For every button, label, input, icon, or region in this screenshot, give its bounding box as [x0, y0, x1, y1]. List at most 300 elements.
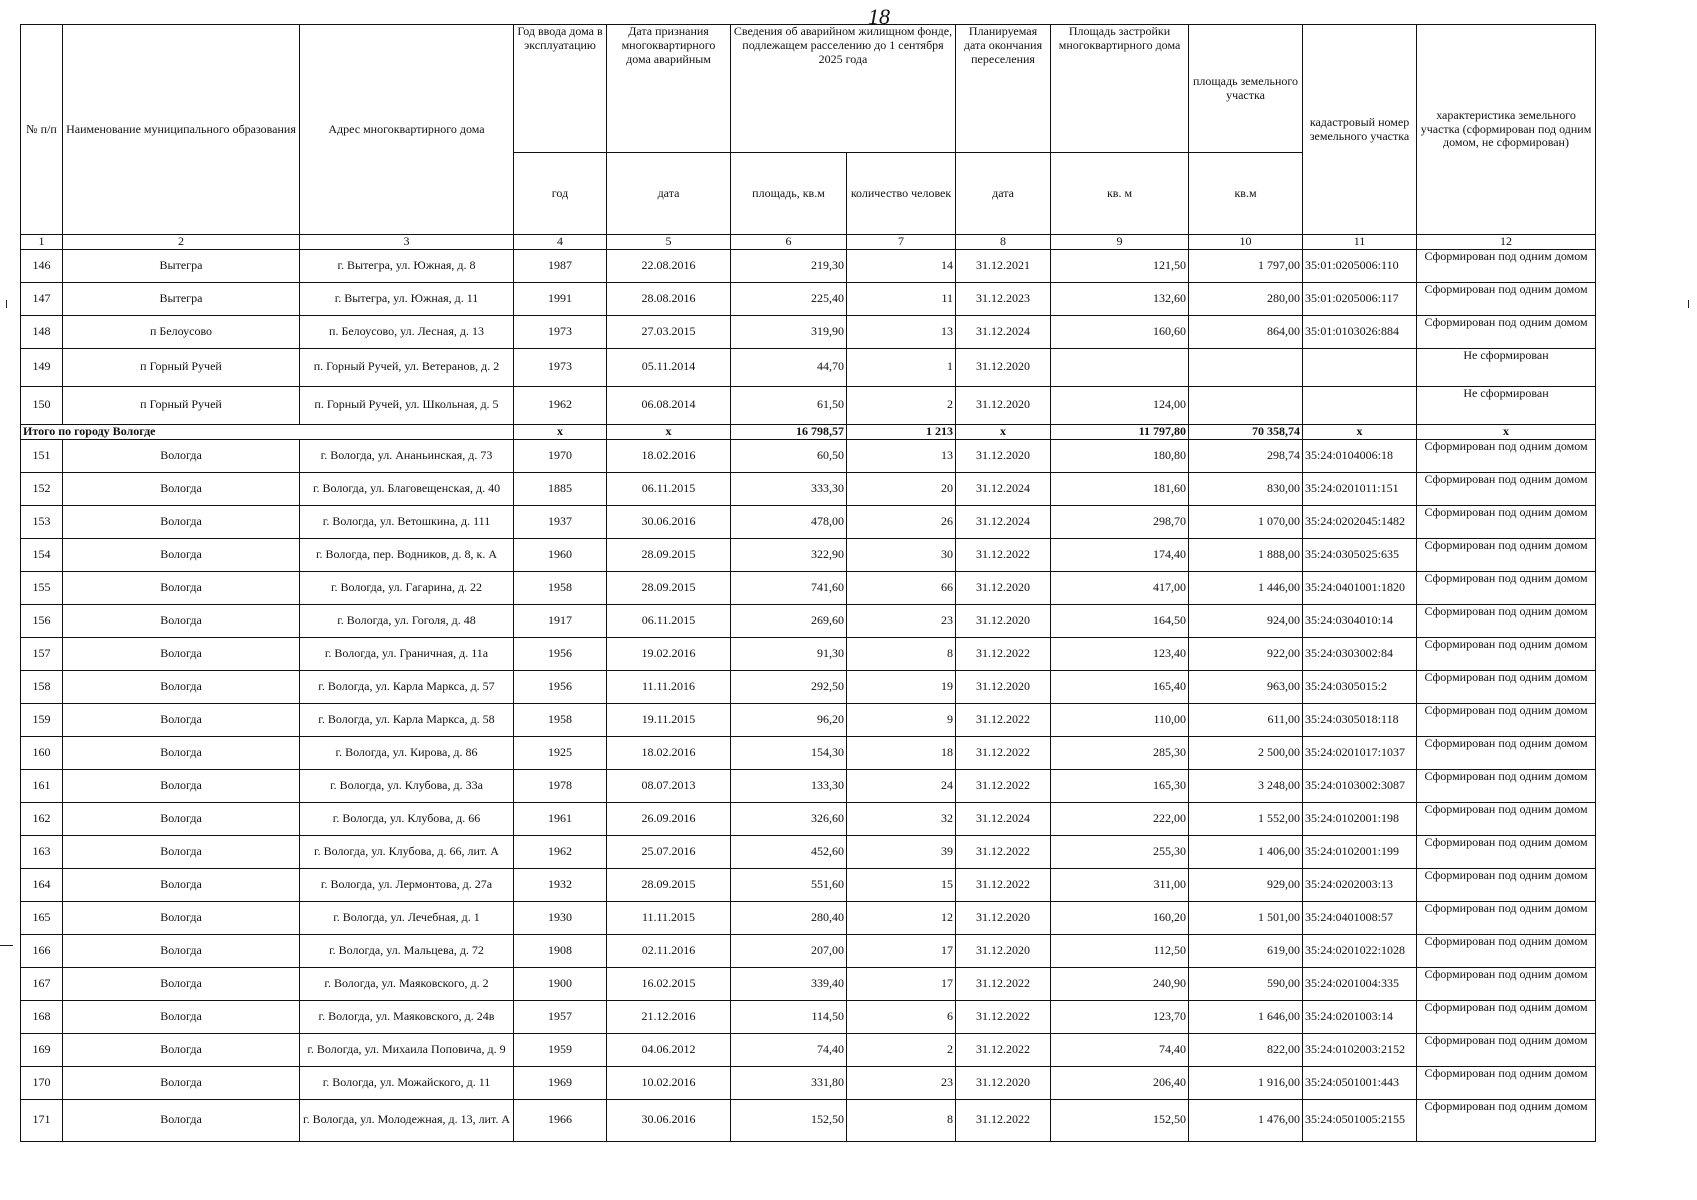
land-char-cell: Сформирован под одним домом	[1417, 637, 1596, 670]
land-area-cell: 611,00	[1189, 703, 1303, 736]
subheader-date2: дата	[956, 153, 1051, 235]
land-char-cell: Не сформирован	[1417, 386, 1596, 424]
planned-end-cell: 31.12.2022	[956, 637, 1051, 670]
address-cell: г. Вологда, ул. Ветошкина, д. 111	[300, 505, 514, 538]
table-row	[21, 901, 1596, 934]
table-row	[21, 1033, 1596, 1066]
area-cell: 96,20	[731, 703, 847, 736]
people-cell: 17	[847, 934, 956, 967]
land-area-cell	[1189, 386, 1303, 424]
land-char-cell: Сформирован под одним домом	[1417, 1033, 1596, 1066]
planned-end-cell: 31.12.2020	[956, 934, 1051, 967]
column-number: 11	[1303, 235, 1417, 250]
year-cell: 1961	[514, 802, 607, 835]
area-cell: 154,30	[731, 736, 847, 769]
row-number: 157	[21, 637, 63, 670]
building-area-cell: 164,50	[1051, 604, 1189, 637]
building-area-cell: 160,60	[1051, 315, 1189, 348]
municipality-cell: Вологда	[63, 1000, 300, 1033]
date-cell: 19.11.2015	[607, 703, 731, 736]
margin-mark	[0, 945, 13, 946]
area-cell: 207,00	[731, 934, 847, 967]
planned-end-cell: 31.12.2022	[956, 835, 1051, 868]
land-area-cell: 298,74	[1189, 439, 1303, 472]
planned-end-cell: 31.12.2022	[956, 1033, 1051, 1066]
municipality-cell: Вытегра	[63, 249, 300, 282]
cadastral-cell: 35:24:0201022:1028	[1303, 934, 1417, 967]
column-number: 9	[1051, 235, 1189, 250]
planned-end-cell: 31.12.2020	[956, 604, 1051, 637]
table-row	[21, 604, 1596, 637]
date-cell: 06.08.2014	[607, 386, 731, 424]
planned-end-cell: 31.12.2020	[956, 348, 1051, 386]
land-area-cell: 1 888,00	[1189, 538, 1303, 571]
people-cell: 2	[847, 386, 956, 424]
people-cell: 12	[847, 901, 956, 934]
table-row	[21, 1066, 1596, 1099]
building-area-cell: 123,70	[1051, 1000, 1189, 1033]
municipality-cell: Вытегра	[63, 282, 300, 315]
subheader-people: количество человек	[847, 153, 956, 235]
total-date: х	[607, 424, 731, 439]
row-number: 163	[21, 835, 63, 868]
row-number: 167	[21, 967, 63, 1000]
people-cell: 13	[847, 315, 956, 348]
column-number: 1	[21, 235, 63, 250]
planned-end-cell: 31.12.2020	[956, 386, 1051, 424]
building-area-cell: 206,40	[1051, 1066, 1189, 1099]
people-cell: 6	[847, 1000, 956, 1033]
total-area: 16 798,57	[731, 424, 847, 439]
total-building-area: 11 797,80	[1051, 424, 1189, 439]
planned-end-cell: 31.12.2024	[956, 802, 1051, 835]
planned-end-cell: 31.12.2024	[956, 505, 1051, 538]
date-cell: 30.06.2016	[607, 505, 731, 538]
table-row	[21, 538, 1596, 571]
building-area-cell: 222,00	[1051, 802, 1189, 835]
address-cell: г. Вологда, ул. Маяковского, д. 2	[300, 967, 514, 1000]
municipality-cell: Вологда	[63, 670, 300, 703]
table-row	[21, 348, 1596, 386]
land-area-cell: 3 248,00	[1189, 769, 1303, 802]
municipality-cell: Вологда	[63, 1033, 300, 1066]
total-cadastral: х	[1303, 424, 1417, 439]
date-cell: 10.02.2016	[607, 1066, 731, 1099]
land-char-cell: Сформирован под одним домом	[1417, 835, 1596, 868]
area-cell: 152,50	[731, 1099, 847, 1141]
building-area-cell: 132,60	[1051, 282, 1189, 315]
row-number: 150	[21, 386, 63, 424]
building-area-cell: 110,00	[1051, 703, 1189, 736]
year-cell: 1969	[514, 1066, 607, 1099]
land-area-cell: 922,00	[1189, 637, 1303, 670]
cadastral-cell: 35:01:0205006:110	[1303, 249, 1417, 282]
table-row	[21, 315, 1596, 348]
table-body	[21, 249, 1596, 1141]
land-char-cell: Сформирован под одним домом	[1417, 439, 1596, 472]
municipality-cell: п Горный Ручей	[63, 386, 300, 424]
land-area-cell: 864,00	[1189, 315, 1303, 348]
address-cell: г. Вологда, ул. Граничная, д. 11а	[300, 637, 514, 670]
year-cell: 1959	[514, 1033, 607, 1066]
margin-mark	[6, 300, 7, 308]
municipality-cell: Вологда	[63, 604, 300, 637]
area-cell: 452,60	[731, 835, 847, 868]
area-cell: 44,70	[731, 348, 847, 386]
address-cell: г. Вологда, ул. Лермонтова, д. 27а	[300, 868, 514, 901]
planned-end-cell: 31.12.2022	[956, 736, 1051, 769]
total-row	[21, 424, 1596, 439]
total-char: х	[1417, 424, 1596, 439]
table-row	[21, 802, 1596, 835]
column-number: 7	[847, 235, 956, 250]
address-cell: г. Вологда, ул. Кирова, д. 86	[300, 736, 514, 769]
cadastral-cell: 35:24:0501005:2155	[1303, 1099, 1417, 1141]
year-cell: 1925	[514, 736, 607, 769]
people-cell: 15	[847, 868, 956, 901]
address-cell: г. Вологда, ул. Маяковского, д. 24в	[300, 1000, 514, 1033]
row-number: 159	[21, 703, 63, 736]
building-area-cell: 124,00	[1051, 386, 1189, 424]
year-cell: 1885	[514, 472, 607, 505]
area-cell: 60,50	[731, 439, 847, 472]
people-cell: 39	[847, 835, 956, 868]
people-cell: 18	[847, 736, 956, 769]
address-cell: г. Вологда, пер. Водников, д. 8, к. А	[300, 538, 514, 571]
address-cell: г. Вологда, ул. Молодежная, д. 13, лит. А	[300, 1099, 514, 1141]
municipality-cell: Вологда	[63, 538, 300, 571]
land-char-cell: Сформирован под одним домом	[1417, 802, 1596, 835]
date-cell: 25.07.2016	[607, 835, 731, 868]
land-area-cell: 1 070,00	[1189, 505, 1303, 538]
table-row	[21, 835, 1596, 868]
people-cell: 2	[847, 1033, 956, 1066]
cadastral-cell: 35:24:0102003:2152	[1303, 1033, 1417, 1066]
municipality-cell: п Белоусово	[63, 315, 300, 348]
municipality-cell: Вологда	[63, 703, 300, 736]
column-number: 10	[1189, 235, 1303, 250]
row-number: 162	[21, 802, 63, 835]
people-cell: 26	[847, 505, 956, 538]
building-area-cell: 165,30	[1051, 769, 1189, 802]
land-char-cell: Сформирован под одним домом	[1417, 472, 1596, 505]
planned-end-cell: 31.12.2022	[956, 703, 1051, 736]
people-cell: 20	[847, 472, 956, 505]
date-cell: 18.02.2016	[607, 439, 731, 472]
header-municipality: Наименование муниципального образования	[63, 25, 300, 235]
row-number: 149	[21, 348, 63, 386]
area-cell: 319,90	[731, 315, 847, 348]
land-char-cell: Сформирован под одним домом	[1417, 315, 1596, 348]
area-cell: 326,60	[731, 802, 847, 835]
building-area-cell: 160,20	[1051, 901, 1189, 934]
land-char-cell: Сформирован под одним домом	[1417, 538, 1596, 571]
building-area-cell: 180,80	[1051, 439, 1189, 472]
address-cell: г. Вологда, ул. Карла Маркса, д. 57	[300, 670, 514, 703]
date-cell: 05.11.2014	[607, 348, 731, 386]
date-cell: 21.12.2016	[607, 1000, 731, 1033]
address-cell: г. Вологда, ул. Гоголя, д. 48	[300, 604, 514, 637]
land-char-cell: Не сформирован	[1417, 348, 1596, 386]
planned-end-cell: 31.12.2022	[956, 1000, 1051, 1033]
column-number-row	[21, 235, 1596, 250]
address-cell: г. Вологда, ул. Лечебная, д. 1	[300, 901, 514, 934]
area-cell: 741,60	[731, 571, 847, 604]
cadastral-cell: 35:24:0305025:635	[1303, 538, 1417, 571]
planned-end-cell: 31.12.2022	[956, 1099, 1051, 1141]
people-cell: 23	[847, 604, 956, 637]
building-area-cell: 285,30	[1051, 736, 1189, 769]
table-row	[21, 472, 1596, 505]
row-number: 147	[21, 282, 63, 315]
municipality-cell: Вологда	[63, 868, 300, 901]
building-area-cell: 112,50	[1051, 934, 1189, 967]
people-cell: 1	[847, 348, 956, 386]
column-number: 4	[514, 235, 607, 250]
subheader-sqm: кв. м	[1051, 153, 1189, 235]
municipality-cell: Вологда	[63, 736, 300, 769]
area-cell: 339,40	[731, 967, 847, 1000]
header-land-char: характеристика земельного участка (сформирован под одним домом, не сформирован)	[1417, 25, 1596, 235]
land-char-cell: Сформирован под одним домом	[1417, 670, 1596, 703]
address-cell: г. Вологда, ул. Карла Маркса, д. 58	[300, 703, 514, 736]
housing-register-table	[20, 24, 1596, 1142]
subheader-date: дата	[607, 153, 731, 235]
cadastral-cell: 35:24:0303002:84	[1303, 637, 1417, 670]
planned-end-cell: 31.12.2022	[956, 967, 1051, 1000]
planned-end-cell: 31.12.2022	[956, 538, 1051, 571]
cadastral-cell: 35:24:0104006:18	[1303, 439, 1417, 472]
total-end: х	[956, 424, 1051, 439]
table-row	[21, 670, 1596, 703]
municipality-cell: Вологда	[63, 901, 300, 934]
address-cell: г. Вологда, ул. Благовещенская, д. 40	[300, 472, 514, 505]
area-cell: 133,30	[731, 769, 847, 802]
table-row	[21, 249, 1596, 282]
address-cell: г. Вытегра, ул. Южная, д. 8	[300, 249, 514, 282]
date-cell: 06.11.2015	[607, 604, 731, 637]
building-area-cell: 311,00	[1051, 868, 1189, 901]
cadastral-cell: 35:24:0401001:1820	[1303, 571, 1417, 604]
land-char-cell: Сформирован под одним домом	[1417, 868, 1596, 901]
margin-mark	[1688, 300, 1689, 308]
date-cell: 08.07.2013	[607, 769, 731, 802]
date-cell: 16.02.2015	[607, 967, 731, 1000]
municipality-cell: Вологда	[63, 769, 300, 802]
header-date-emergency: Дата признания многоквартирного дома аварийным	[607, 25, 731, 153]
address-cell: г. Вологда, ул. Мальцева, д. 72	[300, 934, 514, 967]
row-number: 154	[21, 538, 63, 571]
total-land-area: 70 358,74	[1189, 424, 1303, 439]
people-cell: 32	[847, 802, 956, 835]
land-area-cell	[1189, 348, 1303, 386]
cadastral-cell: 35:24:0401008:57	[1303, 901, 1417, 934]
subheader-year: год	[514, 153, 607, 235]
land-area-cell: 1 646,00	[1189, 1000, 1303, 1033]
building-area-cell: 74,40	[1051, 1033, 1189, 1066]
municipality-cell: Вологда	[63, 835, 300, 868]
people-cell: 14	[847, 249, 956, 282]
date-cell: 11.11.2016	[607, 670, 731, 703]
row-number: 161	[21, 769, 63, 802]
year-cell: 1962	[514, 835, 607, 868]
people-cell: 8	[847, 1099, 956, 1141]
land-char-cell: Сформирован под одним домом	[1417, 901, 1596, 934]
people-cell: 8	[847, 637, 956, 670]
land-char-cell: Сформирован под одним домом	[1417, 967, 1596, 1000]
column-number: 6	[731, 235, 847, 250]
year-cell: 1957	[514, 1000, 607, 1033]
people-cell: 23	[847, 1066, 956, 1099]
area-cell: 551,60	[731, 868, 847, 901]
column-number: 12	[1417, 235, 1596, 250]
land-char-cell: Сформирован под одним домом	[1417, 703, 1596, 736]
municipality-cell: Вологда	[63, 571, 300, 604]
land-area-cell: 1 797,00	[1189, 249, 1303, 282]
cadastral-cell: 35:24:0304010:14	[1303, 604, 1417, 637]
area-cell: 269,60	[731, 604, 847, 637]
table-row	[21, 703, 1596, 736]
land-char-cell: Сформирован под одним домом	[1417, 604, 1596, 637]
table-row	[21, 505, 1596, 538]
cadastral-cell: 35:24:0501001:443	[1303, 1066, 1417, 1099]
land-char-cell: Сформирован под одним домом	[1417, 769, 1596, 802]
year-cell: 1973	[514, 315, 607, 348]
municipality-cell: Вологда	[63, 505, 300, 538]
planned-end-cell: 31.12.2020	[956, 670, 1051, 703]
row-number: 171	[21, 1099, 63, 1141]
cadastral-cell: 35:24:0305018:118	[1303, 703, 1417, 736]
land-area-cell: 590,00	[1189, 967, 1303, 1000]
address-cell: п. Горный Ручей, ул. Школьная, д. 5	[300, 386, 514, 424]
cadastral-cell: 35:24:0102001:199	[1303, 835, 1417, 868]
year-cell: 1962	[514, 386, 607, 424]
municipality-cell: п Горный Ручей	[63, 348, 300, 386]
cadastral-cell: 35:01:0103026:884	[1303, 315, 1417, 348]
municipality-cell: Вологда	[63, 472, 300, 505]
year-cell: 1958	[514, 703, 607, 736]
table-row	[21, 736, 1596, 769]
cadastral-cell	[1303, 348, 1417, 386]
row-number: 148	[21, 315, 63, 348]
land-char-cell: Сформирован под одним домом	[1417, 505, 1596, 538]
building-area-cell: 417,00	[1051, 571, 1189, 604]
year-cell: 1908	[514, 934, 607, 967]
cadastral-cell: 35:24:0103002:3087	[1303, 769, 1417, 802]
address-cell: г. Вытегра, ул. Южная, д. 11	[300, 282, 514, 315]
row-number: 146	[21, 249, 63, 282]
planned-end-cell: 31.12.2023	[956, 282, 1051, 315]
building-area-cell: 174,40	[1051, 538, 1189, 571]
header-year: Год ввода дома в эксплуатацию	[514, 25, 607, 153]
date-cell: 28.08.2016	[607, 282, 731, 315]
header-address: Адрес многоквартирного дома	[300, 25, 514, 235]
land-area-cell: 1 446,00	[1189, 571, 1303, 604]
land-char-cell: Сформирован под одним домом	[1417, 1000, 1596, 1033]
row-number: 153	[21, 505, 63, 538]
area-cell: 91,30	[731, 637, 847, 670]
municipality-cell: Вологда	[63, 802, 300, 835]
row-number: 155	[21, 571, 63, 604]
planned-end-cell: 31.12.2024	[956, 472, 1051, 505]
total-year: х	[514, 424, 607, 439]
table-row	[21, 1000, 1596, 1033]
date-cell: 22.08.2016	[607, 249, 731, 282]
land-area-cell: 1 476,00	[1189, 1099, 1303, 1141]
date-cell: 28.09.2015	[607, 868, 731, 901]
building-area-cell: 240,90	[1051, 967, 1189, 1000]
year-cell: 1937	[514, 505, 607, 538]
address-cell: г. Вологда, ул. Клубова, д. 33а	[300, 769, 514, 802]
table-row	[21, 1099, 1596, 1141]
area-cell: 114,50	[731, 1000, 847, 1033]
date-cell: 28.09.2015	[607, 571, 731, 604]
row-number: 170	[21, 1066, 63, 1099]
subheader-sqm2: кв.м	[1189, 153, 1303, 235]
date-cell: 18.02.2016	[607, 736, 731, 769]
date-cell: 04.06.2012	[607, 1033, 731, 1066]
municipality-cell: Вологда	[63, 637, 300, 670]
land-char-cell: Сформирован под одним домом	[1417, 934, 1596, 967]
table-row	[21, 967, 1596, 1000]
table-row	[21, 571, 1596, 604]
building-area-cell: 255,30	[1051, 835, 1189, 868]
total-label: Итого по городу Вологде	[21, 424, 514, 439]
date-cell: 27.03.2015	[607, 315, 731, 348]
table-row	[21, 637, 1596, 670]
land-area-cell: 1 552,00	[1189, 802, 1303, 835]
cadastral-cell: 35:24:0102001:198	[1303, 802, 1417, 835]
planned-end-cell: 31.12.2024	[956, 315, 1051, 348]
land-char-cell: Сформирован под одним домом	[1417, 571, 1596, 604]
column-number: 8	[956, 235, 1051, 250]
planned-end-cell: 31.12.2020	[956, 1066, 1051, 1099]
people-cell: 19	[847, 670, 956, 703]
column-number: 3	[300, 235, 514, 250]
planned-end-cell: 31.12.2020	[956, 439, 1051, 472]
date-cell: 02.11.2016	[607, 934, 731, 967]
municipality-cell: Вологда	[63, 934, 300, 967]
year-cell: 1973	[514, 348, 607, 386]
row-number: 160	[21, 736, 63, 769]
municipality-cell: Вологда	[63, 967, 300, 1000]
row-number: 164	[21, 868, 63, 901]
year-cell: 1991	[514, 282, 607, 315]
land-area-cell: 963,00	[1189, 670, 1303, 703]
row-number: 158	[21, 670, 63, 703]
address-cell: г. Вологда, ул. Клубова, д. 66	[300, 802, 514, 835]
building-area-cell: 152,50	[1051, 1099, 1189, 1141]
year-cell: 1970	[514, 439, 607, 472]
cadastral-cell: 35:24:0202003:13	[1303, 868, 1417, 901]
land-char-cell: Сформирован под одним домом	[1417, 1066, 1596, 1099]
year-cell: 1900	[514, 967, 607, 1000]
land-area-cell: 280,00	[1189, 282, 1303, 315]
subheader-area: площадь, кв.м	[731, 153, 847, 235]
area-cell: 219,30	[731, 249, 847, 282]
planned-end-cell: 31.12.2020	[956, 901, 1051, 934]
year-cell: 1987	[514, 249, 607, 282]
year-cell: 1960	[514, 538, 607, 571]
column-number: 5	[607, 235, 731, 250]
table-row	[21, 282, 1596, 315]
building-area-cell	[1051, 348, 1189, 386]
date-cell: 19.02.2016	[607, 637, 731, 670]
row-number: 156	[21, 604, 63, 637]
people-cell: 17	[847, 967, 956, 1000]
municipality-cell: Вологда	[63, 439, 300, 472]
land-char-cell: Сформирован под одним домом	[1417, 1099, 1596, 1141]
